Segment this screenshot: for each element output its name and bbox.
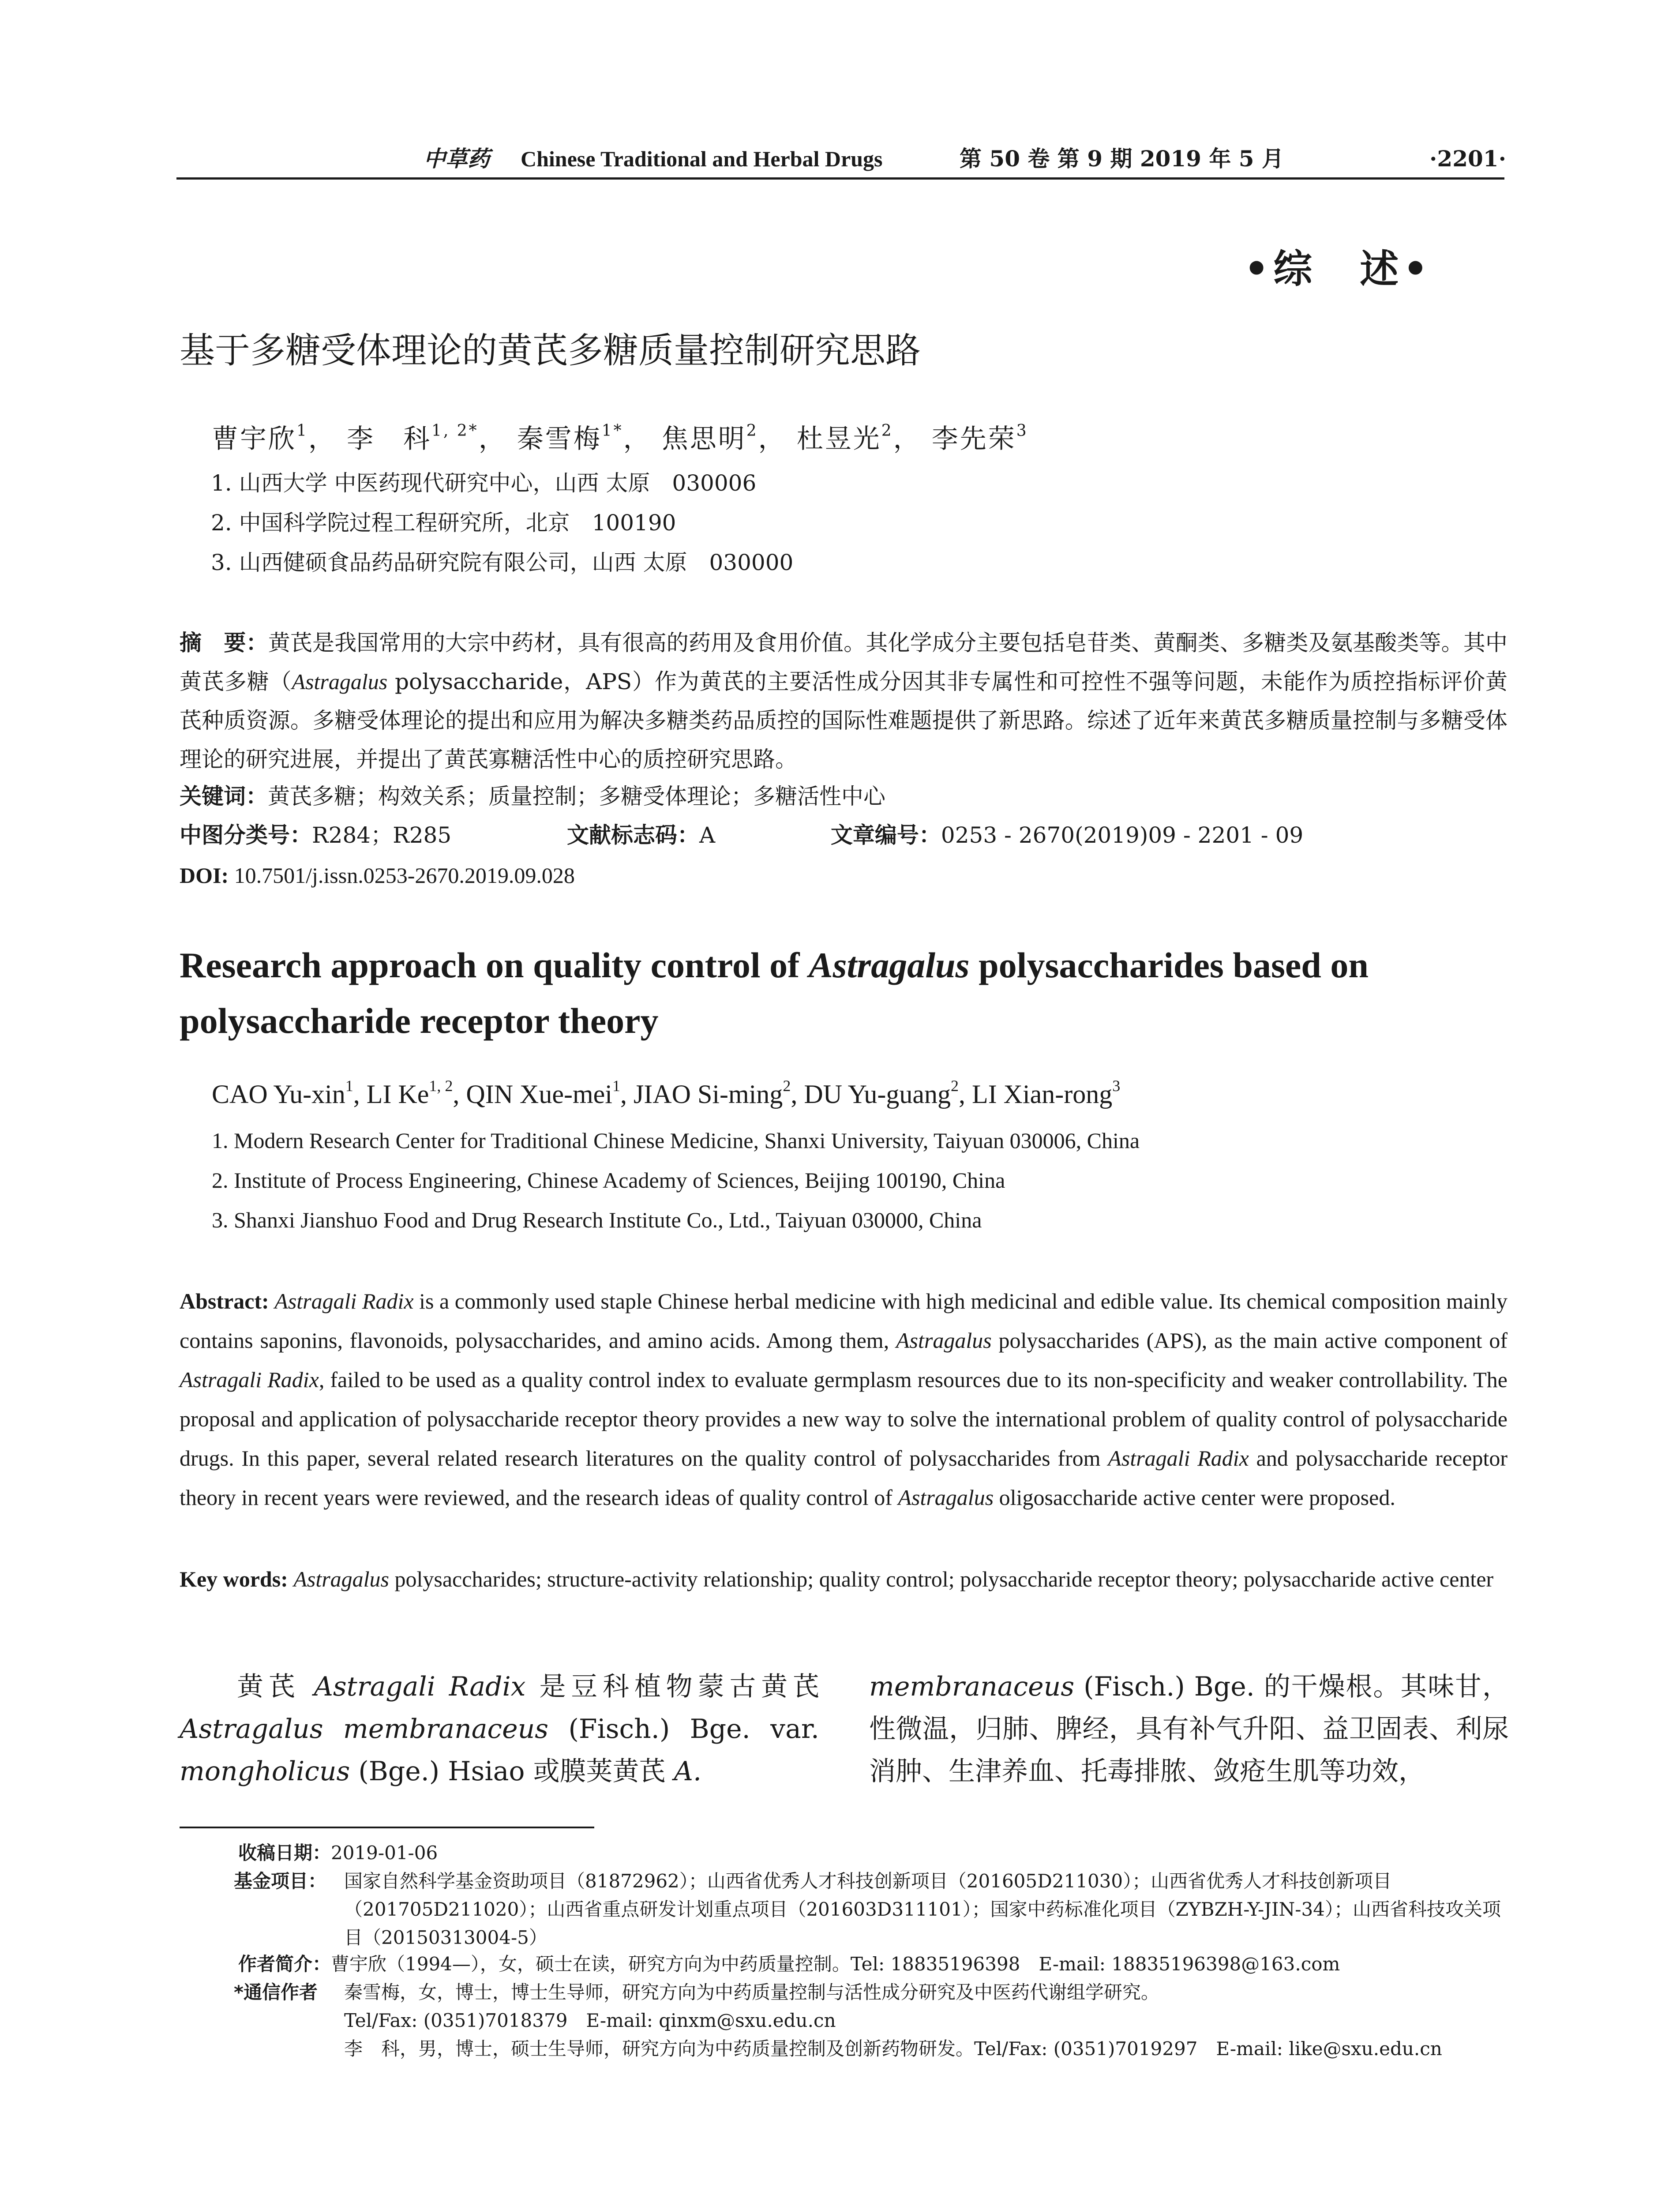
text-run: Astragali Radix [314,1671,526,1702]
fn-corr-line: Tel/Fax: (0351)7018379 E-mail: qinxm@sxu.edu.cn [344,2010,836,2031]
page-number: ·2201· [1429,146,1506,172]
fn-label: 收稿日期： [238,1842,331,1864]
cn-abstract-italic: Astragalus [292,669,388,694]
cn-author: 李先荣 [931,424,1016,454]
en-affiliation: 1. Modern Research Center for Traditional Chinese Medicine, Shanxi University, Taiyuan 030006, China [212,1128,1140,1153]
en-keywords-italic: Astragalus [293,1567,390,1591]
journal-en-name: Chinese Traditional and Herbal Drugs [521,146,883,171]
cn-keywords [180,779,885,814]
text-run: 是豆科植物蒙古黄芪 [525,1671,819,1702]
cn-title: 基于多糖受体理论的黄芪多糖质量控制研究思路 [180,330,921,371]
en-affiliation: 2. Institute of Process Engineering, Chinese Academy of Sciences, Beijing 100190, China [212,1168,1005,1193]
en-abstract [180,1282,1508,1517]
en-author-affil: 1, 2 [429,1077,453,1095]
cn-author: 秦雪梅 [517,424,602,454]
fn-label: 基金项目： [234,1870,327,1892]
en-author: QIN Xue-mei [466,1080,612,1109]
journal-cn-name: 中草药 [424,146,490,172]
en-author-affil: 2 [951,1077,959,1095]
cn-author-affil: 2 [881,422,893,440]
en-author-list: CAO Yu-xin$^1$, LI Ke$^{1, 2}$, QIN Xue-mei$^1$, JIAO Si-ming$^2$, DU Yu-guang$^2$, LI Xian-rong$^3$ [212,1077,1121,1109]
cn-author-list: 曹宇欣$^1$， 李 科$^{1, 2*}$， 秦雪梅$^{1*}$， 焦思明$^2$， 杜昱光$^2$， 李先荣$^3$ [212,422,1028,454]
en-author: CAO Yu-xin [212,1080,345,1109]
doccode-value: A [699,822,716,848]
en-author-affil: 2 [783,1077,791,1095]
text-run: oligosaccharide active center were proposed. [994,1485,1395,1510]
fn-corr-line: 李 科，男，博士，硕士生导师，研究方向为中药质量控制及创新药物研发。Tel/Fax: (0351)7019297 E-mail: like@sxu.edu.cn [344,2038,1442,2060]
en-author-affil: 1 [345,1077,353,1095]
fn-value: 曹宇欣（1994—），女，硕士在读，研究方向为中药质量控制。Tel: 18835196398 E-mail: 18835196398@163.com [331,1953,1340,1975]
footnote-funding [234,1867,1509,1952]
cn-abstract-label: 摘 要： [180,630,268,656]
doi-row [180,858,575,893]
fn-value: 国家自然科学基金资助项目（81872962）；山西省优秀人才科技创新项目（201605D211030）；山西省优秀人才科技创新项目（201705D211020）；山西省重点研发计划重点项目（201603D311101）；国家中药标准化项目（ZYBZH-Y-JIN-34）；山西省科技攻关项目（20150313004-5） [344,1870,1501,1948]
en-abstract-text [180,1289,1508,1510]
cn-author: 曹宇欣 [212,424,296,454]
text-run: 黄芪 [237,1671,314,1702]
en-author: DU Yu-guang [804,1080,951,1109]
en-keywords-text: polysaccharides; structure-activity relationship; quality control; polysaccharide receptor theory; polysaccharide active center [389,1567,1494,1591]
cn-author-affil: 1 [296,422,308,440]
body-column-right [869,1666,1509,1793]
text-run: (Fisch.) Bge. 的干燥根。其味甘，性微温，归肺、脾经，具有补气升阳、益卫固表、利尿消肿、生津养血、托毒排脓、敛疮生肌等功效， [869,1671,1509,1787]
doi-label: DOI: [180,863,229,888]
cn-author-affil: 3 [1016,422,1028,440]
en-affiliation: 3. Shanxi Jianshuo Food and Drug Research Institute Co., Ltd., Taiyuan 030000, China [212,1208,982,1232]
en-author: LI Ke [366,1080,429,1109]
en-author: JIAO Si-ming [633,1080,783,1109]
footnote-rule [180,1827,594,1828]
text-run: membranaceus [869,1671,1075,1702]
cn-author: 李 科 [346,424,431,454]
doccode-label: 文献标志码： [566,822,699,848]
cn-abstract-text: polysaccharide，APS）作为黄芪的主要活性成分因其非专属性和可控性不强等问题，未能作为质控指标评价黄芪种质资源。多糖受体理论的提出和应用为解决多糖类药品质控的国际性难题提供了新思路。综述了近年来黄芪多糖质量控制与多糖受体理论的研究进展，并提出了黄芪寡糖活性中心的质控研究思路。 [180,669,1508,772]
doi-value: 10.7501/j.issn.0253-2670.2019.09.028 [229,863,575,888]
class-label: 中图分类号： [180,822,312,848]
text-run: Astragali Radix [274,1289,414,1313]
cn-author: 杜昱光 [796,424,881,454]
footnote-corresponding [234,1978,1509,2063]
cn-author: 焦思明 [661,424,746,454]
cn-author-affil: 1, 2* [431,422,479,440]
cn-author-affil: 1* [601,422,623,440]
text-run: mongholicus [180,1756,350,1787]
cn-classification-row [180,818,1303,853]
text-run: Astragalus membranaceus [180,1714,549,1745]
footnote-author-bio [238,1950,1509,1978]
cn-affiliation: 2. 中国科学院过程工程研究所，北京 100190 [211,510,676,536]
en-title [180,938,1508,1049]
fn-label: 作者简介： [238,1953,331,1975]
text-run: Astragalus [898,1485,994,1510]
text-run: Astragali Radix [1108,1446,1249,1471]
text-run: Astragali Radix [180,1367,319,1392]
text-run: is a commonly used staple Chinese herbal medicine with high medicinal and edible value. Its chemical composition mainly contains saponins, flavonoids, polysaccharides, and amino acids. Among them, [180,1289,1508,1353]
fn-value: 2019-01-06 [331,1842,438,1864]
section-tag: •综 述• [1244,246,1432,292]
en-title-text: Research approach on quality control of [180,945,809,985]
cn-abstract [180,623,1508,779]
text-run: (Fisch.) Bge. var. [548,1714,819,1745]
class-value: R284；R285 [312,822,452,848]
journal-issue: 第 50 卷 第 9 期 2019 年 5 月 [960,146,1284,172]
en-author-affil: 1 [612,1077,620,1095]
article-no-label: 文章编号： [830,822,941,848]
text-run: A. [674,1756,702,1787]
text-run [269,1289,275,1313]
en-author-affil: 3 [1112,1077,1121,1095]
article-no-value: 0253 - 2670(2019)09 - 2201 - 09 [941,822,1304,848]
text-run: (Bge.) Hsiao 或膜荚黄芪 [350,1756,674,1787]
en-abstract-label: Abstract: [180,1289,269,1313]
cn-affiliation: 1. 山西大学 中医药现代研究中心，山西 太原 030006 [211,470,757,496]
en-title-italic: Astragalus [808,945,970,985]
cn-affiliation: 3. 山西健硕食品药品研究院有限公司，山西 太原 030000 [211,550,794,575]
en-author: LI Xian-rong [972,1080,1113,1109]
en-title-text: polysaccharides based on polysaccharide receptor theory [180,945,1369,1041]
cn-author-affil: 2 [746,422,758,440]
running-header [176,141,1504,176]
en-keywords [180,1560,1508,1599]
fn-label: *通信作者 [234,1981,318,2003]
en-keywords-label: Key words: [180,1567,288,1591]
text-run: Astragalus [896,1328,992,1353]
body-column-left [180,1666,819,1793]
cn-keywords-text: 黄芪多糖；构效关系；质量控制；多糖受体理论；多糖活性中心 [268,784,885,809]
text-run: and polysaccharide receptor theory in recent years were reviewed, and the research ideas of quality control of [180,1446,1508,1510]
text-run: , failed to be used as a quality control index to evaluate germplasm resources due to its non-specificity and weaker controllability. The proposal and application of polysaccharide receptor theory provides a new way to solve the international problem of quality control of polysaccharide drugs. In this paper, several related research literatures on the quality control of polysaccharides from [180,1367,1508,1471]
cn-abstract-text: 黄芪是我国常用的大宗中药材，具有很高的药用及食用价值。其化学成分主要包括皂苷类、黄酮类、多糖类及氨基酸类等。其中黄芪多糖（ [180,630,1508,694]
cn-keywords-label: 关键词： [180,784,268,809]
header-rule [176,177,1504,180]
footnote-received-date [238,1839,1509,1867]
text-run: polysaccharides (APS), as the main active component of [991,1328,1508,1353]
fn-corr-line: 秦雪梅，女，博士，博士生导师，研究方向为中药质量控制与活性成分研究及中医药代谢组学研究。 [344,1981,1160,2003]
